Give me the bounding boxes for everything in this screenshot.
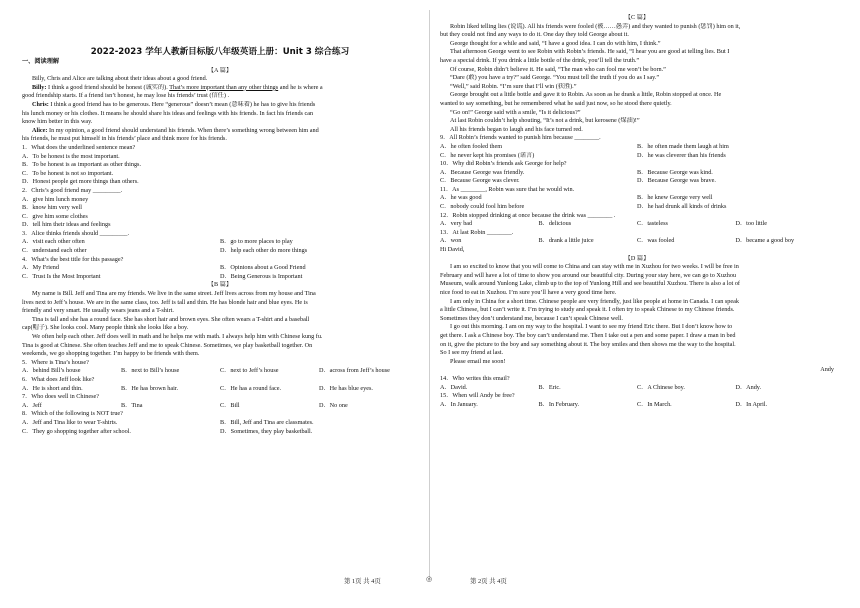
q5-options (22, 367, 418, 376)
passage-c-line: Of course, Robin didn’t believe it. He said, “The man who can fool me won’t be born.” (450, 65, 666, 73)
q11-options-row-2 (440, 203, 834, 212)
passage-d-line: I go out this morning. I am on my way to the hospital. I want to see my friend Eric there. But I don’t know how to (450, 323, 733, 331)
q9-option-d[interactable]: D．he was cleverer than his friends (637, 151, 726, 159)
q2-option-c[interactable]: C．give him some clothes (22, 212, 88, 220)
passage-d-line: a little Chinese, but I can’t write it. I’m trying to study and speak it. I often try to speak Chinese to my Chinese friends. (440, 306, 735, 314)
speaker-billy: Billy: (32, 83, 47, 91)
q8-options-row-2 (22, 428, 418, 437)
q6-option-a[interactable]: A．He is short and thin. (22, 384, 83, 392)
q11-option-b[interactable]: B．he knew George very well (637, 194, 713, 202)
q7-option-a[interactable]: A．Jeff (22, 401, 42, 409)
q6-option-d[interactable]: D．He has blue eyes. (319, 384, 373, 392)
q2-option-a[interactable]: A．give him lunch money (22, 195, 89, 203)
underlined-sentence: That’s more important than any other things (169, 83, 279, 91)
q9-option-a[interactable]: A．he often fooled them (440, 142, 503, 150)
passage-c-line: George brought out a little bottle and gave it to Robin. As soon as he drank a little, Robin stopped at once. He (450, 91, 722, 99)
q5-option-d[interactable]: D．across from Jeff’s house (319, 367, 390, 375)
passage-b-line: weekends, we go shopping together. I’m happy to be friends with them. (22, 350, 200, 358)
alice-text: In my opinion, a good friend should understand his friends. When there’s something wrong between him and (47, 126, 319, 134)
billy-text: I think a good friend should be honest (诚实的). (46, 83, 170, 91)
question-2: 2．Chris’s good friend may _________. (22, 186, 123, 194)
question-13: 13．At last Robin ________. (440, 228, 514, 236)
q9-option-b[interactable]: B．he often made them laugh at him (637, 142, 729, 150)
passage-c-line: have a special drink. If you drink a little bottle of the drink, you’ll tell the truth.” (440, 56, 640, 64)
passage-b-line: We often help each other. Jeff does well in math and he helps me with math. I always help him with Chinese kung fu. (32, 333, 323, 340)
q13-option-c[interactable]: C．was fooled (637, 237, 675, 245)
billy-text-end: and he is where a (278, 83, 323, 91)
speaker-chris: Chris: (32, 100, 49, 108)
question-15: 15．When will Andy be free? (440, 392, 515, 400)
passage-a-heading: 【A 篇】 (207, 66, 233, 74)
q9-options-row-1 (440, 143, 834, 152)
q14-option-c[interactable]: C．A Chinese boy. (637, 383, 685, 391)
question-4: 4．What’s the best title for this passage? (22, 255, 124, 263)
q8-option-d[interactable]: D．Sometimes, they play basketball. (220, 427, 313, 435)
q13-options (440, 237, 834, 246)
passage-b-line: friendly and very smart. He usually wears jeans and a T-shirt. (22, 307, 174, 315)
q12-option-b[interactable]: B．delicious (538, 220, 572, 228)
passage-c-line: “Dare (敢) you have a try?” said George. “You must tell the truth if you do as I say.” (450, 74, 660, 82)
passage-d-line: February and will have a lot of time to show you around our beautiful city. During your stay here, we can go to Xuzhou (440, 271, 737, 279)
q7-option-d[interactable]: D．No one (319, 401, 348, 409)
q8-options-row-1 (22, 419, 418, 428)
passage-d-line: I am only in China for a short time. Chinese people are very friendly, just like people at home in Canada. I can speak (450, 297, 739, 305)
passage-d-line: on it, give the picture to the boy and say something about it. The boy smiles and then shows me the way to the hospital. (440, 340, 736, 348)
section-heading: 一、阅读理解 (22, 58, 60, 65)
q12-option-c[interactable]: C．tasteless (637, 220, 668, 228)
passage-b-line: Tina is tall and she has a round face. She has short hair and brown eyes. She often wears a T-shirt and a baseball (32, 315, 310, 323)
q11-option-d[interactable]: D．he had drunk all kinds of drinks (637, 203, 727, 211)
q5-option-a[interactable]: A．behind Bill’s house (22, 367, 81, 375)
q8-option-c[interactable]: C．They go shopping together after school. (22, 427, 131, 435)
q14-option-b[interactable]: B．Eric. (538, 383, 561, 391)
passage-b-line: lives next to Jeff’s house. We are in the same class, too. Jeff is tall and thin. He has blonde hair and blue eyes. He is (22, 298, 308, 306)
passage-b-line: Tina is good at Chinese. She often teaches Jeff and me to speak Chinese. Sometimes, we play basketball together. On (22, 341, 313, 349)
q14-option-d[interactable]: D．Andy. (735, 383, 762, 391)
question-10: 10．Why did Robin’s friends ask George for help? (440, 160, 567, 168)
email-greeting: Hi David, (440, 246, 465, 254)
q8-option-a[interactable]: A．Jeff and Tina like to wear T-shirts. (22, 418, 118, 426)
q4-options-row-1 (22, 264, 418, 273)
q7-option-b[interactable]: B．Tina (121, 401, 143, 409)
question-7: 7．Who does well in Chinese? (22, 393, 99, 401)
question-1: 1．What does the underlined sentence mean? (22, 143, 136, 151)
q15-option-d[interactable]: D．In April. (735, 400, 768, 408)
passage-b-line: My name is Bill. Jeff and Tina are my friends. We live in the same street. Jeff lives across from my house and Tina (32, 290, 316, 298)
q10-option-d[interactable]: D．Because George was brave. (637, 177, 716, 185)
q2-option-b[interactable]: B．know him very well (22, 204, 82, 212)
q4-options-row-2 (22, 273, 418, 282)
q13-option-b[interactable]: B．drank a little juice (538, 237, 594, 245)
passage-c-line: George thought for a while and said, “I have a good idea. I can do with him, I think.” (450, 39, 661, 47)
q1-option-a[interactable]: A．To be honest is the most important. (22, 152, 120, 160)
q4-option-d[interactable]: D．Being Generous is Important (220, 272, 303, 280)
chris-line-2: his lunch money or his clothes. It means he should share his ideas and feelings with his friends. In fact his friends can (22, 109, 314, 117)
passage-c-line: At last Robin couldn’t help shouting, “It’s not a drink, but kerosene (煤油)!” (450, 117, 640, 125)
question-14: 14．Who writes this email? (440, 374, 510, 382)
passage-b-line: cap(帽子). She looks cool. Many people think she looks like a boy. (22, 324, 189, 332)
chris-text: I think a good friend has to be generous. Here “generous” doesn’t mean (意味着) he has to give his friends (48, 100, 316, 108)
passage-c-heading: 【C 篇】 (624, 14, 650, 21)
q14-option-a[interactable]: A．David. (440, 383, 468, 391)
q4-option-a[interactable]: A．My Friend (22, 264, 59, 272)
q3-option-a[interactable]: A．visit each other often (22, 238, 85, 246)
q12-option-d[interactable]: D．too little (735, 220, 767, 228)
passage-c-line: That afternoon George went to see Robin with Robin’s friends. He said, “I hear you are good at telling lies. But I (450, 48, 730, 56)
q8-option-b[interactable]: B．Bill, Jeff and Tina are classmates. (220, 418, 314, 426)
q1-option-c[interactable]: C．To be honest is not so important. (22, 169, 114, 177)
question-6: 6．What does Jeff look like? (22, 375, 95, 383)
passage-d-line: nice food to eat in Xuzhou. I’m sure you’ll have a very good time here. (440, 289, 617, 296)
passage-d-line: get there. I ask a Chinese boy. The boy can’t understand me. Then I take out a pen and some paper. I draw a man in bed (440, 331, 736, 339)
q9-options-row-2 (440, 152, 834, 161)
q10-option-b[interactable]: B．Because George was kind. (637, 168, 713, 176)
passage-d-line: So I see my friend at last. (440, 349, 504, 357)
q5-option-b[interactable]: B．next to Bill’s house (121, 367, 180, 375)
q4-option-b[interactable]: B．Opinions about a Good Friend (220, 264, 306, 272)
question-9: 9．All Robin’s friends wanted to punish him because ________. (440, 134, 601, 142)
q13-option-a[interactable]: A．won (440, 237, 462, 245)
q6-option-c[interactable]: C．He has a round face. (220, 384, 281, 392)
q3-options-row-2 (22, 247, 418, 256)
q1-option-d[interactable]: D．Honest people get more things than others. (22, 178, 139, 186)
q13-option-d[interactable]: D．became a good boy (735, 237, 795, 245)
passage-c-line: Robin liked telling lies (说谎). All his friends were fooled (被……愚弄) and they wanted to punish (惩罚) him on it, (450, 22, 741, 30)
q4-option-c[interactable]: C．Trust Is the Most Important (22, 272, 101, 280)
passage-d-line: Sometimes they don’t understand me, because I can’t speak Chinese well. (440, 314, 623, 322)
q1-option-b[interactable]: B．To be honest is as important as other things. (22, 161, 142, 169)
chris-line (22, 101, 418, 110)
q2-option-d[interactable]: D．tell him their ideas and feelings (22, 221, 111, 229)
q12-option-a[interactable]: A．very bad (440, 220, 473, 228)
q3-option-d[interactable]: D．help each other do more things (220, 247, 308, 255)
q6-options (22, 385, 418, 394)
q11-options-row-1 (440, 194, 834, 203)
passage-d-line: I am so excited to know that you will come to China and can stay with me in Xuzhou for two weeks. I will be free in (450, 263, 739, 271)
q3-option-c[interactable]: C．understand each other (22, 247, 87, 255)
passage-d-heading: 【D 篇】 (624, 254, 650, 262)
question-5: 5．Where is Tina’s house? (22, 358, 89, 366)
q15-option-b[interactable]: B．In February. (538, 400, 579, 408)
alice-line-2: his friends, he must put himself in his friends’ place and think more for his friends. (22, 135, 227, 143)
passage-d-line: Please email me soon! (450, 357, 506, 365)
chris-line-3: know him better in this way. (22, 118, 93, 126)
q6-option-b[interactable]: B．He has brown hair. (121, 384, 179, 392)
q5-option-c[interactable]: C．next to Jeff’s house (220, 367, 279, 375)
q10-options-row-2 (440, 177, 834, 186)
q12-options (440, 220, 834, 229)
page-footer-left: 第 1页 共 4页 (344, 578, 381, 585)
q14-options (440, 384, 834, 393)
question-3: 3．Alice thinks friends should _________. (22, 229, 130, 237)
page-separator-icon: ◎ (426, 575, 433, 583)
billy-line-2: good friendship starts. If a friend isn’t honest, he may lose his friends’ trust (信任) . (22, 92, 230, 100)
right-page (430, 0, 860, 608)
passage-b-heading: 【B 篇】 (207, 281, 233, 289)
q7-options (22, 402, 418, 411)
billy-line (22, 84, 418, 93)
q3-options-row-1 (22, 238, 418, 247)
passage-c-line: “Go on!” George said with a smile, “Is it delicious?” (450, 108, 581, 116)
q15-option-c[interactable]: C．In March. (637, 400, 672, 408)
q9-option-c[interactable]: C．he never kept his promises (诺言) (440, 151, 535, 159)
passage-c-line: but they could not find any ways to do it. One day they told George about it. (440, 31, 629, 39)
question-11: 11．As ________, Robin was sure that he would win. (440, 185, 575, 193)
q7-option-c[interactable]: C．Bill (220, 401, 240, 409)
question-8: 8．Which of the following is NOT true? (22, 410, 123, 418)
email-signature: Andy (820, 366, 834, 374)
passage-c-line: “Well,” said Robin. “I’m sure that I’ll win (获胜).” (450, 82, 577, 90)
q10-options-row-1 (440, 169, 834, 178)
page-footer-right: 第 2页 共 4页 (470, 578, 507, 585)
q3-option-b[interactable]: B．go to more places to play (220, 238, 293, 246)
passage-c-line: All his friends began to laugh and his face turned red. (450, 125, 583, 133)
passage-d-line: Museum, walk around Yunlong Lake, climb up to the top of Yunlong Hill and see beautiful Xuzhou. There is also a lot of (440, 280, 740, 288)
passage-c-line: wanted to say something, but he remembered what he said just now, so he stood there quietly. (440, 99, 672, 107)
question-12: 12．Robin stopped drinking at once because the drink was ________ . (440, 211, 616, 219)
speaker-alice: Alice: (32, 126, 48, 134)
q15-option-a[interactable]: A．In January. (440, 400, 478, 408)
q10-option-c[interactable]: C．Because George was clever. (440, 177, 520, 185)
alice-line (22, 127, 418, 136)
q15-options (440, 401, 834, 410)
page-title: 2022-2023 学年人教新目标版八年级英语上册：Unit 3 综合练习 (90, 47, 350, 57)
q11-option-c[interactable]: C．nobody could fool him before (440, 203, 525, 211)
passage-a-intro: Billy, Chris and Alice are talking about their ideas about a good friend. (32, 75, 208, 83)
q10-option-a[interactable]: A．Because George was friendly. (440, 168, 525, 176)
q11-option-a[interactable]: A．he was good (440, 194, 482, 202)
